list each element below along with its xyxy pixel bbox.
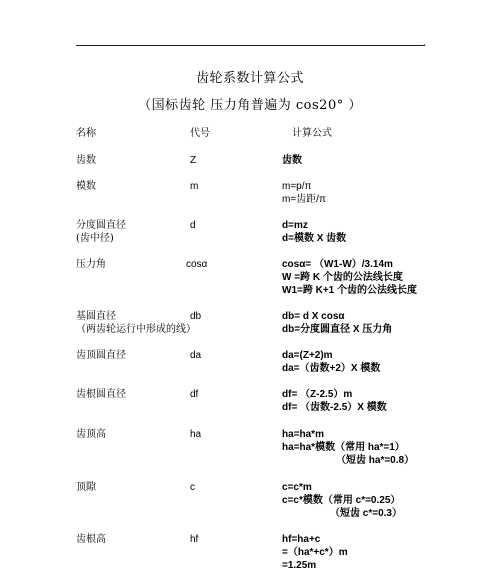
row-symbol: ha [190, 429, 202, 440]
row-symbol: cosα [186, 259, 208, 270]
row-name: 模数 [76, 181, 96, 192]
row-formula: hf=ha+c [282, 534, 321, 545]
row-formula: =1.25m [282, 560, 317, 571]
row-symbol: db [190, 311, 202, 322]
row-formula: cosα= （W1-W）/3.14m [282, 259, 393, 270]
row-name: 基圆直径 [76, 311, 116, 322]
header-rule [76, 45, 425, 46]
header-name: 名称 [76, 128, 96, 139]
row-formula: df= （Z-2.5）m [282, 389, 353, 400]
row-name: 顶隙 [76, 482, 96, 493]
row-formula: da=(Z+2)m [282, 350, 333, 361]
row-formula: db=分度圆直径 X 压力角 [282, 324, 393, 335]
row-formula: =（ha*+c*）m [282, 547, 348, 558]
row-name: 齿根圆直径 [76, 389, 126, 400]
row-formula: c=c*m [282, 482, 312, 493]
row-symbol: d [190, 220, 196, 231]
row-formula: （短齿 c*=0.3） [330, 508, 402, 519]
corner-mark: . [423, 38, 426, 47]
row-formula: （短齿 ha*=0.8） [336, 455, 415, 466]
document-subtitle: （国标齿轮 压力角普遍为 cos20° ） [138, 98, 362, 113]
row-formula: W1=跨 K+1 个齿的公法线长度 [282, 285, 418, 296]
row-symbol: hf [190, 534, 199, 545]
row-name: 齿顶圆直径 [76, 350, 126, 361]
row-symbol: df [190, 389, 199, 400]
header-symbol: 代号 [190, 128, 210, 139]
row-formula: m=p/π [282, 181, 312, 192]
row-name: 齿根高 [76, 534, 106, 545]
row-formula: d=模数 X 齿数 [282, 233, 347, 244]
row-symbol: m [190, 181, 199, 192]
row-formula: da=（齿数+2）X 模数 [282, 363, 381, 374]
row-symbol: c [190, 482, 195, 493]
row-name: (齿中径) [76, 233, 114, 244]
row-formula: c=c*模数（常用 c*=0.25） [282, 495, 401, 506]
row-formula: ha=ha*m [282, 429, 324, 440]
row-formula: df= （齿数-2.5）X 模数 [282, 402, 387, 413]
row-symbol: Z [190, 155, 197, 166]
row-name: 压力角 [76, 259, 106, 270]
row-formula: ha=ha*模数（常用 ha*=1） [282, 442, 405, 453]
header-formula: 计算公式 [292, 128, 332, 139]
row-name: （两齿轮运行中形成的线） [76, 324, 196, 335]
row-name: 齿数 [76, 155, 96, 166]
row-formula: 齿数 [282, 155, 302, 166]
row-formula: m=齿距/π [282, 194, 326, 205]
row-symbol: da [190, 350, 202, 361]
document-title: 齿轮系数计算公式 [195, 71, 304, 86]
row-formula: d=mz [282, 220, 308, 231]
row-formula: W =跨 K 个齿的公法线长度 [282, 272, 403, 283]
row-name: 分度圆直径 [76, 220, 126, 231]
row-formula: db= d X cosα [282, 311, 345, 322]
row-name: 齿顶高 [76, 429, 106, 440]
